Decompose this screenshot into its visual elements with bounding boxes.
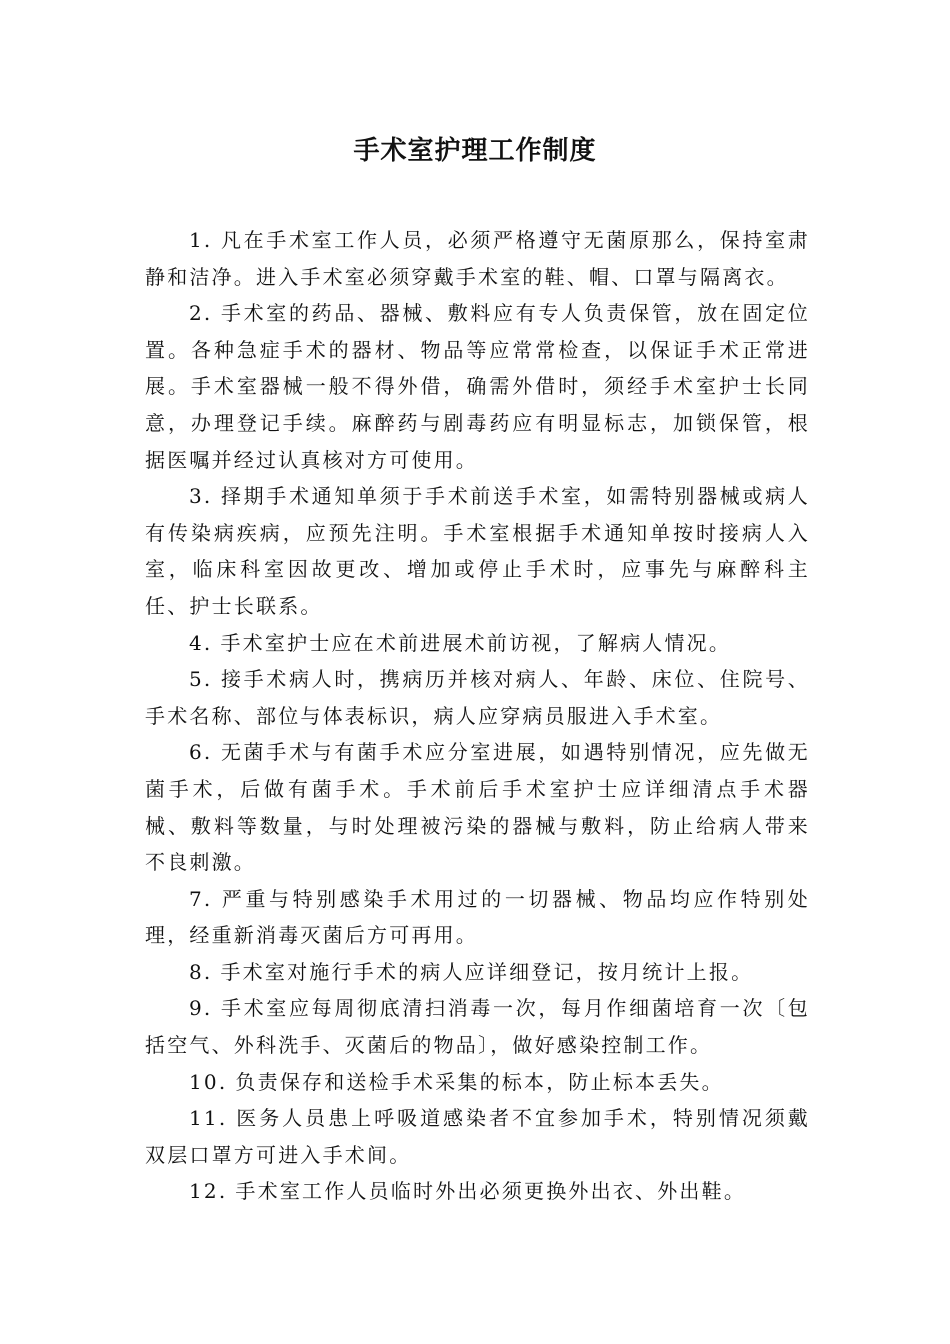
rule-number: 1. [189,228,213,252]
rule-number: 11. [189,1106,228,1131]
rule-number: 3. [189,484,213,509]
rule-item-11 [145,1100,810,1173]
rule-item-8 [145,954,810,991]
rule-text: 手术室护士应在术前进展术前访视，了解病人情况。 [220,630,732,655]
rule-text: 手术室应每周彻底清扫消毒一次，每月作细菌培育一次〔包括空气、外科洗手、灭菌后的物品〕，做好感染控制工作。 [145,996,810,1058]
rule-item-12 [145,1173,810,1210]
rule-item-1 [145,222,810,295]
rule-text: 择期手术通知单须于手术前送手术室，如需特别器械或病人有传染病疾病，应预先注明。手术室根据手术通知单按时接病人入室，临床科室因故更改、增加或停止手术时，应事先与麻醉科主任、护士长联系。 [145,484,810,618]
rule-item-2 [145,295,810,478]
rule-text: 手术室工作人员临时外出必须更换外出衣、外出鞋。 [235,1179,747,1204]
rule-text: 手术室的药品、器械、敷料应有专人负责保管，放在固定位置。各种急症手术的器材、物品等应常常检查，以保证手术正常进展。手术室器械一般不得外借，确需外借时，须经手术室护士长同意，办理登记手续。麻醉药与剧毒药应有明显标志，加锁保管，根据医嘱并经过认真核对方可使用。 [145,301,810,472]
rule-item-10 [145,1064,810,1101]
rule-text: 医务人员患上呼吸道感染者不宜参加手术，特别情况须戴双层口罩方可进入手术间。 [145,1106,810,1167]
rule-number: 4. [189,630,213,655]
rule-item-7 [145,881,810,954]
rule-item-4 [145,625,810,662]
rule-number: 12. [189,1179,228,1204]
rule-number: 7. [189,886,213,911]
rule-number: 8. [189,959,213,984]
rule-item-9 [145,990,810,1063]
rule-number: 5. [189,667,213,692]
rule-text: 负责保存和送检手术采集的标本，防止标本丢失。 [235,1069,724,1094]
rule-item-3 [145,478,810,624]
rule-text: 严重与特别感染手术用过的一切器械、物品均应作特别处理，经重新消毒灭菌后方可再用。 [145,886,810,948]
rule-number: 9. [189,996,213,1021]
rule-text: 无菌手术与有菌手术应分室进展，如遇特别情况，应先做无菌手术，后做有菌手术。手术前后手术室护士应详细清点手术器械、敷料等数量，与时处理被污染的器械与敷料，防止给病人带来不良刺激。 [145,740,810,875]
rule-text: 凡在手术室工作人员，必须严格遵守无菌原那么，保持室肃静和洁净。进入手术室必须穿戴手术室的鞋、帽、口罩与隔离衣。 [145,228,810,289]
document-body [145,222,810,1210]
rule-number: 2. [189,301,213,326]
page-title: 手术室护理工作制度 [353,136,597,166]
rule-text: 接手术病人时，携病历并核对病人、年龄、床位、住院号、手术名称、部位与体表标识，病人应穿病员服进入手术室。 [145,667,810,728]
rule-text: 手术室对施行手术的病人应详细登记，按月统计上报。 [220,959,754,984]
rule-item-5 [145,661,810,734]
rule-number: 10. [189,1069,228,1094]
rule-item-6 [145,734,810,880]
rule-number: 6. [189,740,213,765]
